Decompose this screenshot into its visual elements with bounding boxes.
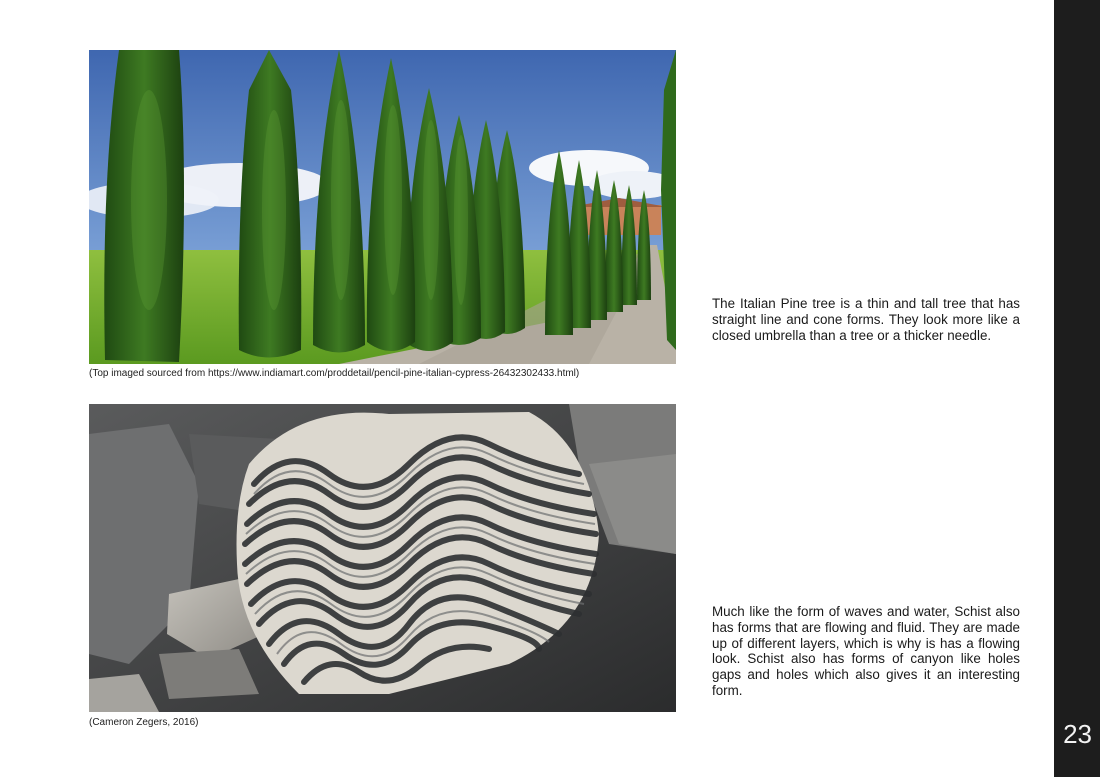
bottom-image-caption: (Cameron Zegers, 2016) — [89, 717, 199, 728]
top-image-caption: (Top imaged sourced from https://www.indiamart.com/proddetail/pencil-pine-italian-cypress-26432302433.html) — [89, 368, 580, 379]
schist-photo-art — [89, 404, 676, 712]
cypress-photo-art — [89, 50, 676, 364]
cypress-photo — [89, 50, 676, 364]
pine-description: The Italian Pine tree is a thin and tall tree that has straight line and cone forms. They look more like a closed umbrella than a tree or a thicker needle. — [712, 296, 1020, 343]
schist-photo — [89, 404, 676, 712]
schist-description: Much like the form of waves and water, Schist also has forms that are flowing and fluid. They are made up of different layers, which is why is has a flowing look. Schist also has forms of canyon like holes gaps and holes which also gives it an interesting form. — [712, 604, 1020, 698]
page-number: 23 — [1063, 719, 1092, 749]
page-sidebar — [1054, 0, 1100, 777]
